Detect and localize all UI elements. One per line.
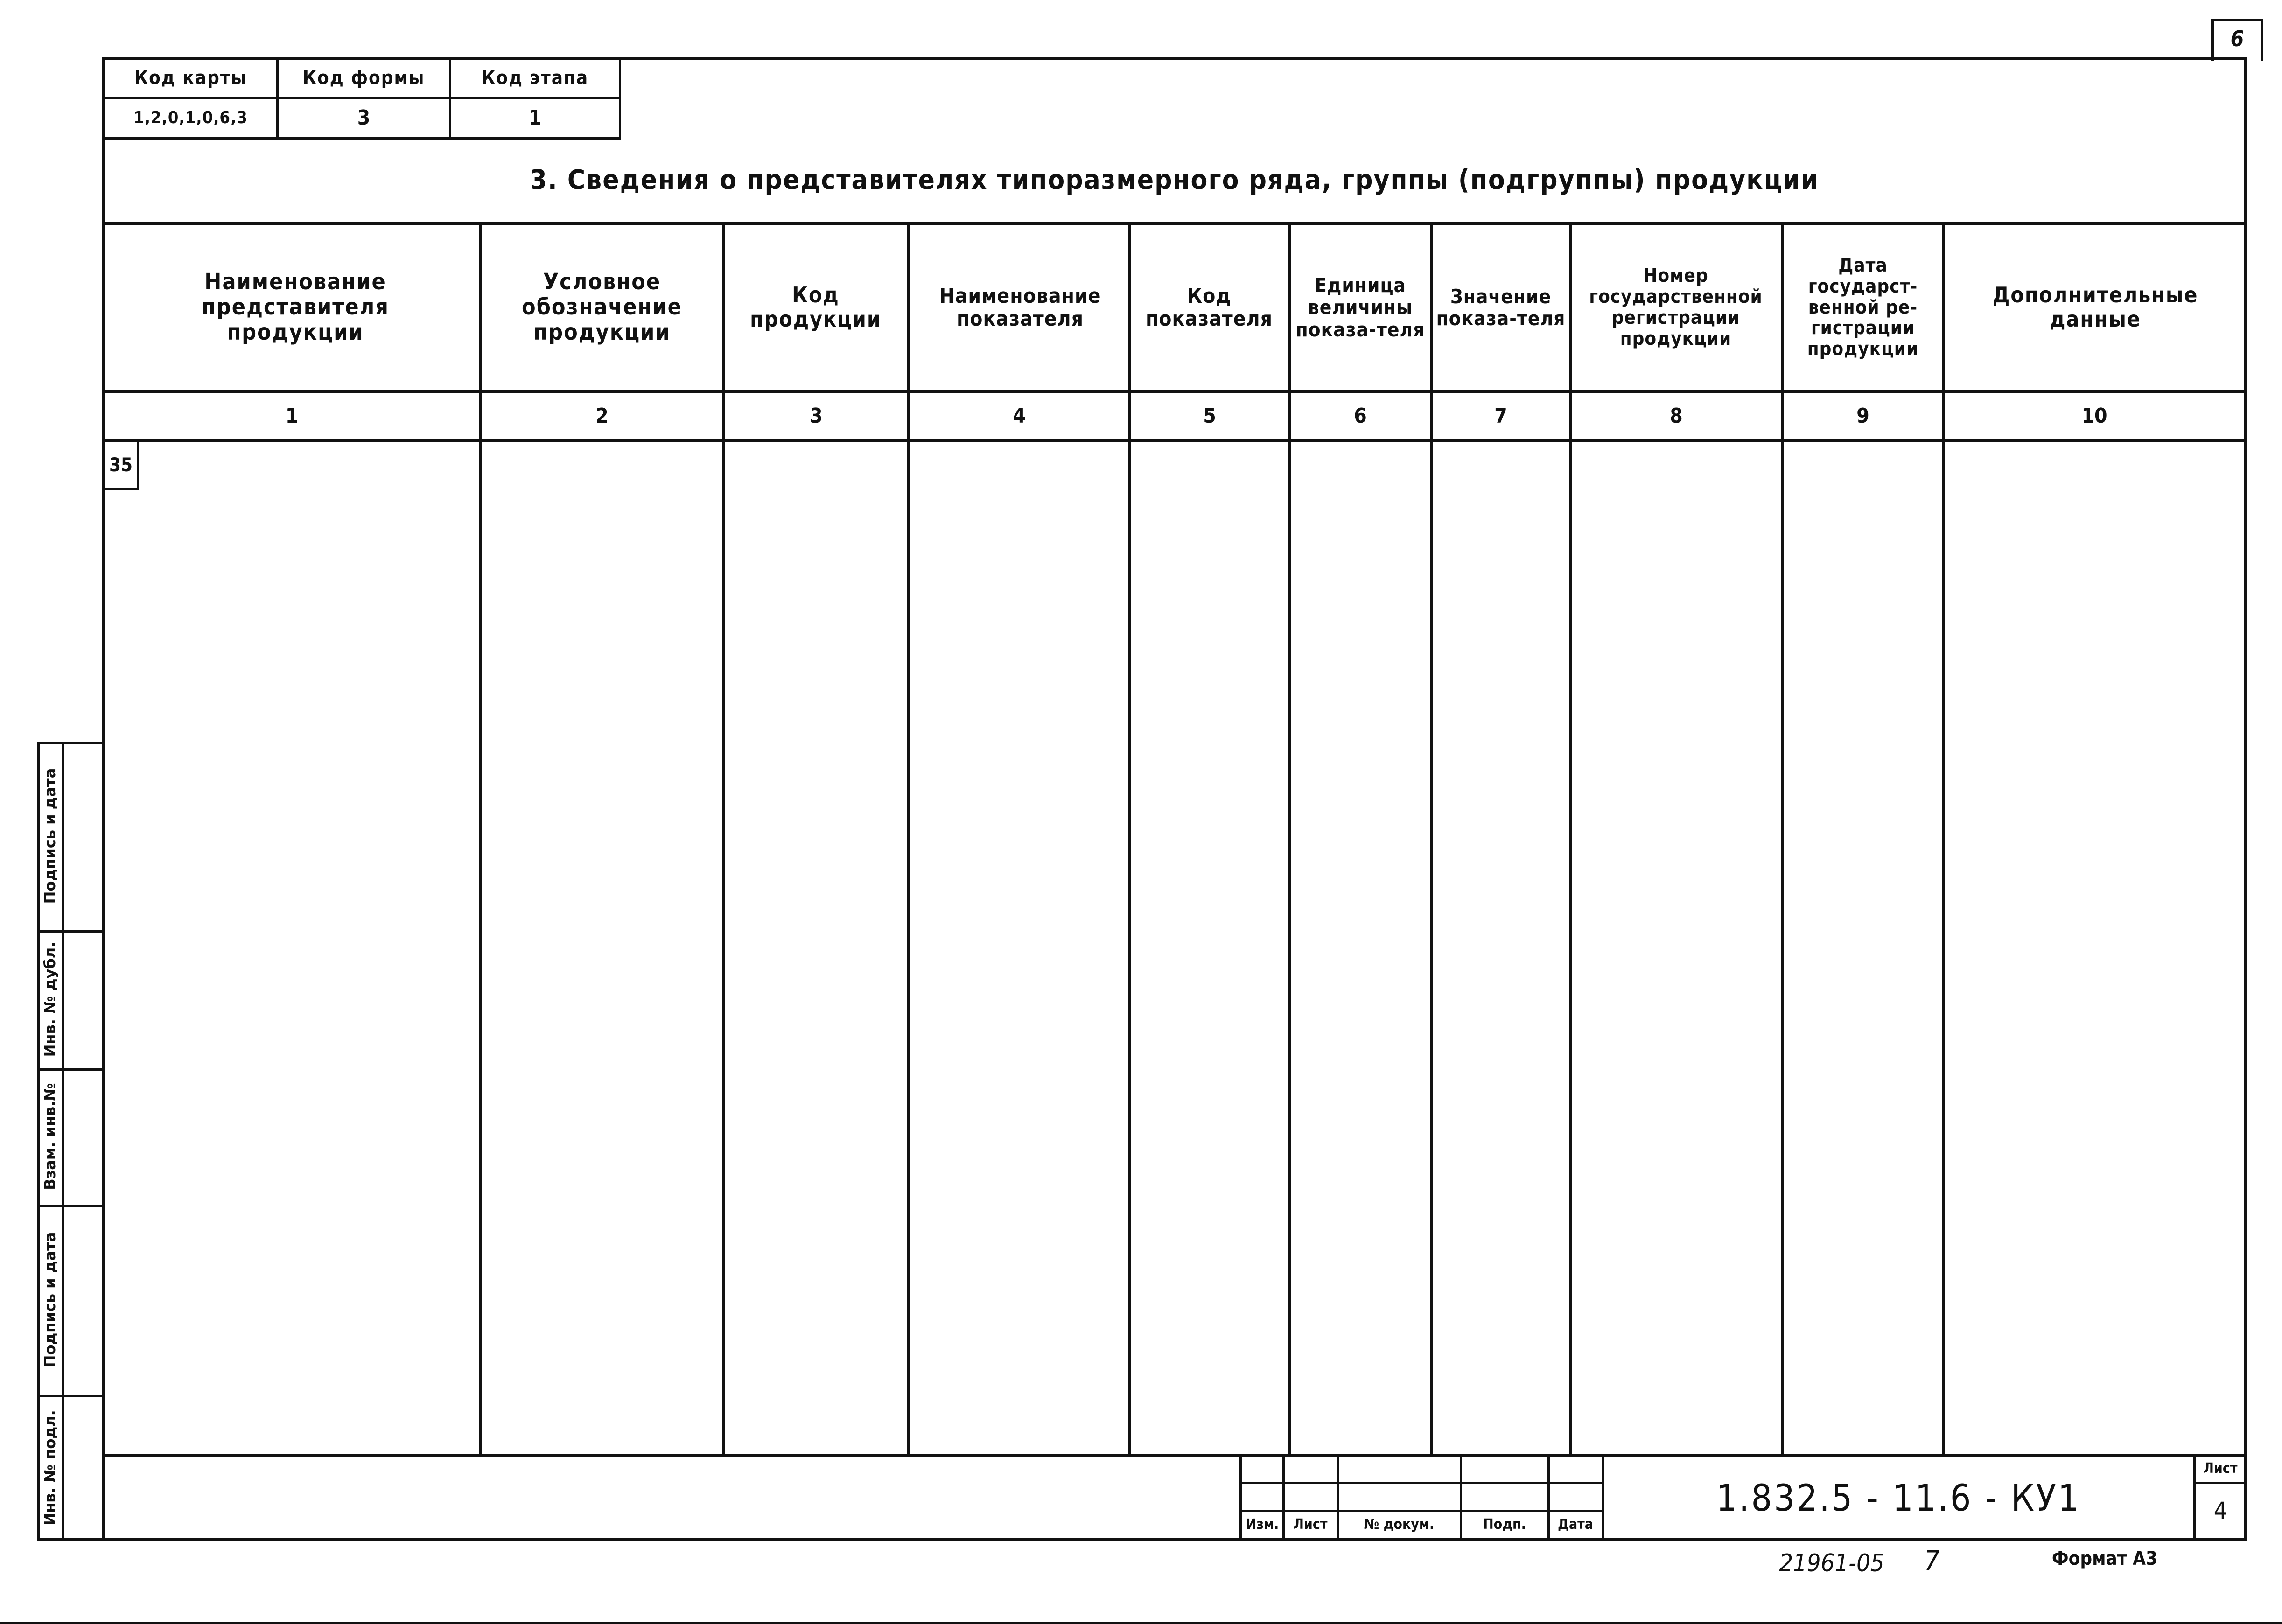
tb-header-doc: № докум. [1364, 1516, 1435, 1533]
tb-header-podp: Подп. [1483, 1516, 1526, 1533]
code-value-card: 1,2,0,1,0,6,3 [133, 108, 248, 127]
tb-header-list: Лист [1293, 1516, 1328, 1533]
col-header-8: Номер государственной регистрации продукции [1589, 265, 1763, 349]
frame-left [102, 57, 105, 1540]
col-header-2: Условное обозначение продукции [522, 269, 682, 345]
col-number-6: 6 [1354, 404, 1367, 428]
side-stamp-podpis-2: Подпись и дата [41, 1232, 59, 1368]
tb-header-data: Дата [1557, 1516, 1594, 1533]
side-stamp-podpis-1: Подпись и дата [41, 768, 59, 904]
col-header-6: Единица величины показа-теля [1295, 274, 1425, 341]
order-number: 21961-05 [1779, 1549, 1884, 1577]
code-header-card: Код карты [134, 67, 247, 89]
col-header-10: Дополнительные данные [1992, 282, 2198, 332]
col-header-4: Наименование показателя [939, 284, 1101, 331]
code-value-form: 3 [357, 106, 371, 130]
format-label: Формат А3 [2051, 1547, 2158, 1569]
corner-box-top [2211, 19, 2262, 21]
page-bottom-rule [0, 1622, 2282, 1624]
col-header-5: Код показателя [1145, 284, 1273, 331]
code-header-form: Код формы [302, 67, 425, 89]
document-code: 1.832.5 - 11.6 - КУ1 [1716, 1478, 2081, 1520]
corner-box-right [2261, 19, 2263, 61]
col-number-5: 5 [1203, 404, 1216, 428]
corner-page-number: 6 [2230, 26, 2244, 52]
col-number-9: 9 [1856, 404, 1869, 428]
col-header-1: Наименование представителя продукции [202, 269, 389, 345]
col-number-10: 10 [2081, 404, 2107, 428]
copy-number: 7 [1924, 1544, 1940, 1576]
side-stamp-inv-podl: Инв. № подл. [41, 1410, 59, 1526]
col-number-8: 8 [1670, 404, 1683, 428]
col-number-7: 7 [1494, 404, 1507, 428]
code-header-stage: Код этапа [481, 67, 589, 89]
frame-bottom [37, 1538, 2247, 1541]
col-number-2: 2 [595, 404, 609, 428]
frame-right [2244, 57, 2247, 1540]
col-header-7: Значение показа-теля [1436, 285, 1566, 330]
col-number-1: 1 [285, 404, 299, 428]
sheet-label: Лист [2203, 1460, 2238, 1477]
col-header-3: Код продукции [750, 282, 882, 332]
col-number-3: 3 [810, 404, 823, 428]
col-header-9: Дата государст-венной ре-гистрации продукции [1807, 255, 1919, 360]
side-stamp-inv-dubl: Инв. № дубл. [41, 941, 59, 1057]
code-value-stage: 1 [528, 106, 542, 130]
section-title: 3. Сведения о представителях типоразмерного ряда, группы (подгруппы) продукции [530, 163, 1819, 195]
row-marker: 35 [109, 454, 133, 476]
side-stamp-vzam-inv: Взам. инв.№ [41, 1083, 59, 1190]
tb-header-izm: Изм. [1246, 1516, 1279, 1533]
sheet-number: 4 [2213, 1497, 2227, 1524]
col-number-4: 4 [1013, 404, 1026, 428]
